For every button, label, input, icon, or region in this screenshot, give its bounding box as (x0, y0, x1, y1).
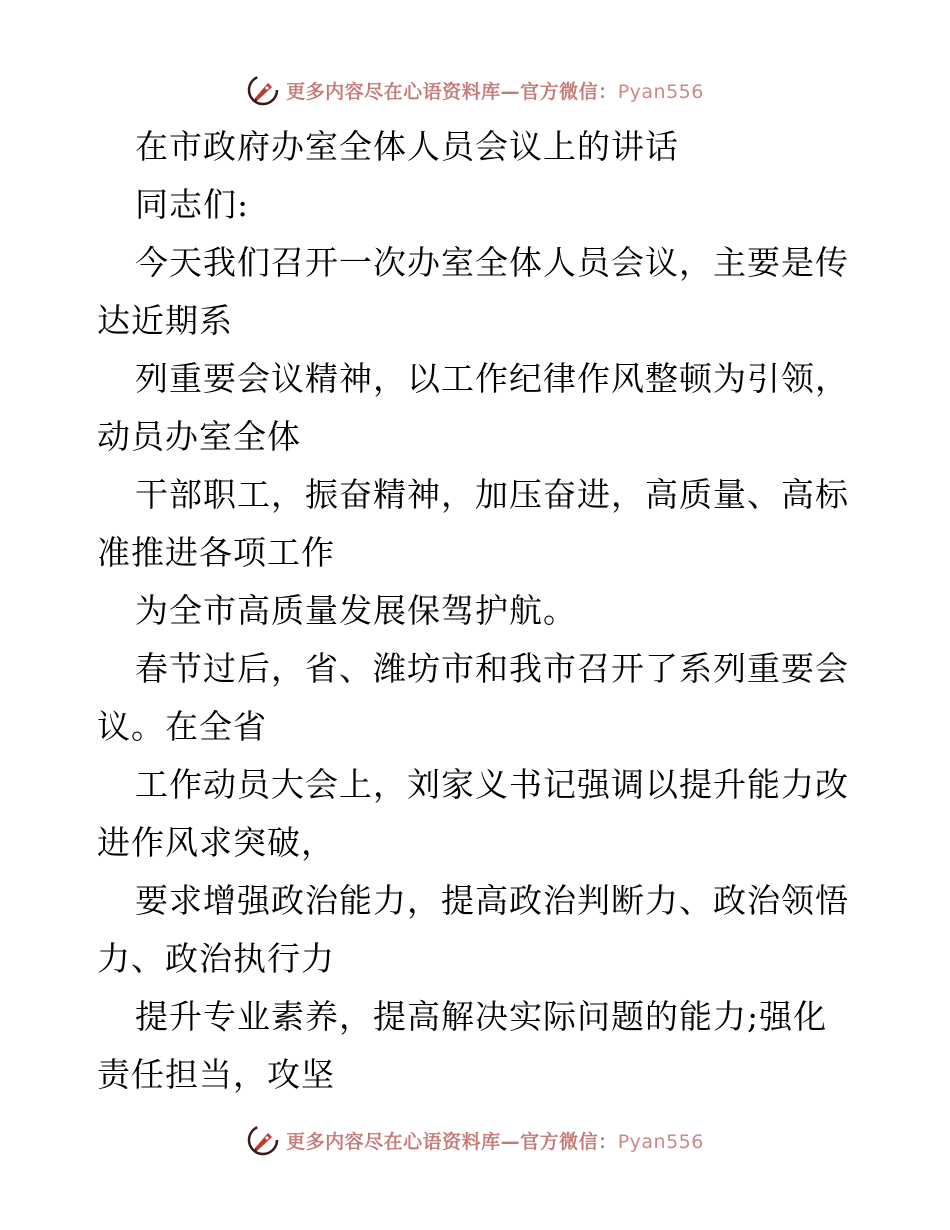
paragraph-line: 动员办室全体 (97, 417, 301, 456)
paragraph-line: 达近期系 (97, 301, 233, 340)
document-body (97, 118, 857, 1104)
paragraph-line: 进作风求突破， (97, 823, 335, 862)
paragraph-line: 为全市高质量发展保驾护航。 (135, 591, 577, 630)
paragraph-line: 干部职工，振奋精神，加压奋进，高质量、高标 (135, 475, 849, 514)
paragraph-line: 议。在全省 (97, 707, 267, 746)
paragraph-line: 工作动员大会上，刘家义书记强调以提升能力改 (135, 765, 849, 804)
paragraph-line: 要求增强政治能力，提高政治判断力、政治领悟 (135, 881, 849, 920)
paragraph-line: 责任担当，攻坚 (97, 1055, 335, 1094)
paragraph-line: 春节过后，省、潍坊市和我市召开了系列重要会 (135, 649, 849, 688)
paragraph-line: 今天我们召开一次办室全体人员会议，主要是传 (135, 243, 849, 282)
footer-watermark-banner (0, 1120, 950, 1160)
pen-nib-logo-icon (246, 1123, 280, 1157)
watermark-text: 更多内容尽在心语资料库—官方微信：Pyan556 (286, 80, 704, 103)
document-title-line: 在市政府办室全体人员会议上的讲话 (135, 127, 679, 166)
paragraph-line: 准推进各项工作 (97, 533, 335, 572)
paragraph-line: 列重要会议精神，以工作纪律作风整顿为引领， (135, 359, 849, 398)
header-watermark-banner (0, 70, 950, 110)
pen-nib-logo-icon (246, 73, 280, 107)
paragraph-line: 同志们: (135, 185, 250, 224)
paragraph-line: 力、政治执行力 (97, 939, 335, 978)
watermark-text: 更多内容尽在心语资料库—官方微信：Pyan556 (286, 1130, 704, 1153)
paragraph-line: 提升专业素养，提高解决实际问题的能力;强化 (135, 997, 828, 1036)
